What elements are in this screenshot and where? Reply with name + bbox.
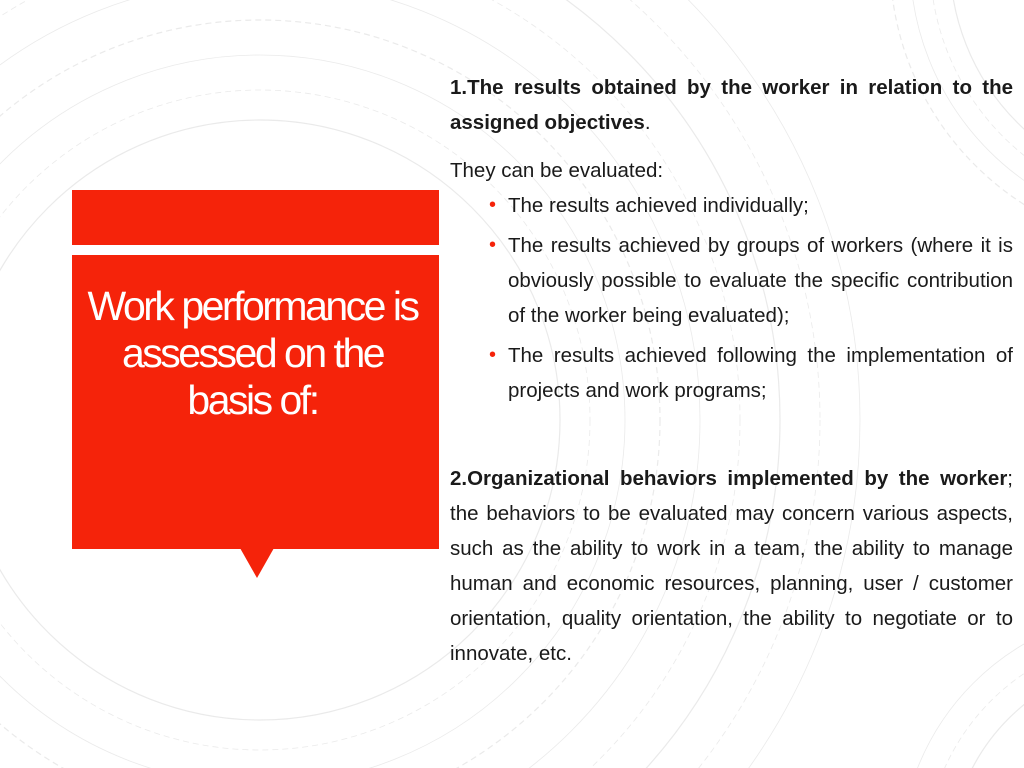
title-panel-pointer	[240, 548, 274, 578]
section-1-bullet-list	[450, 188, 1013, 408]
section-2-paragraph	[450, 461, 1013, 671]
bullet-item	[489, 338, 1013, 408]
slide-title: Work performance is assessed on the basis of:	[87, 283, 418, 423]
section-2-heading: 2.Organizational behaviors implemented by the worker	[450, 467, 1008, 490]
bullet-icon: •	[489, 194, 497, 216]
bullet-item	[489, 188, 1013, 223]
bullet-icon: •	[489, 234, 497, 256]
section-1-heading-paragraph	[450, 70, 1013, 140]
section-1-intro: They can be evaluated:	[450, 159, 664, 182]
bullet-icon: •	[489, 344, 497, 366]
section-1-heading: 1.The results obtained by the worker in relation to the assigned objectives	[450, 76, 1013, 134]
background-arc	[950, 660, 1024, 768]
section-2-text: ; the behaviors to be evaluated may concern various aspects, such as the ability to work in a team, the ability to manage human and economic resources, planning, user / customer orientation, quality orientation, the ability to negotiate or to innovate, etc.	[450, 467, 1013, 665]
bullet-text: The results achieved individually;	[508, 194, 809, 217]
red-accent-strip	[72, 190, 439, 245]
content-column	[450, 70, 1013, 671]
bullet-text: The results achieved following the implementation of projects and work programs;	[508, 344, 1013, 402]
section-1-heading-period: .	[644, 111, 651, 134]
bullet-item	[489, 228, 1013, 333]
bullet-text: The results achieved by groups of workers (where it is obviously possible to evaluate the specific contribution of the worker being evaluated);	[508, 234, 1013, 327]
